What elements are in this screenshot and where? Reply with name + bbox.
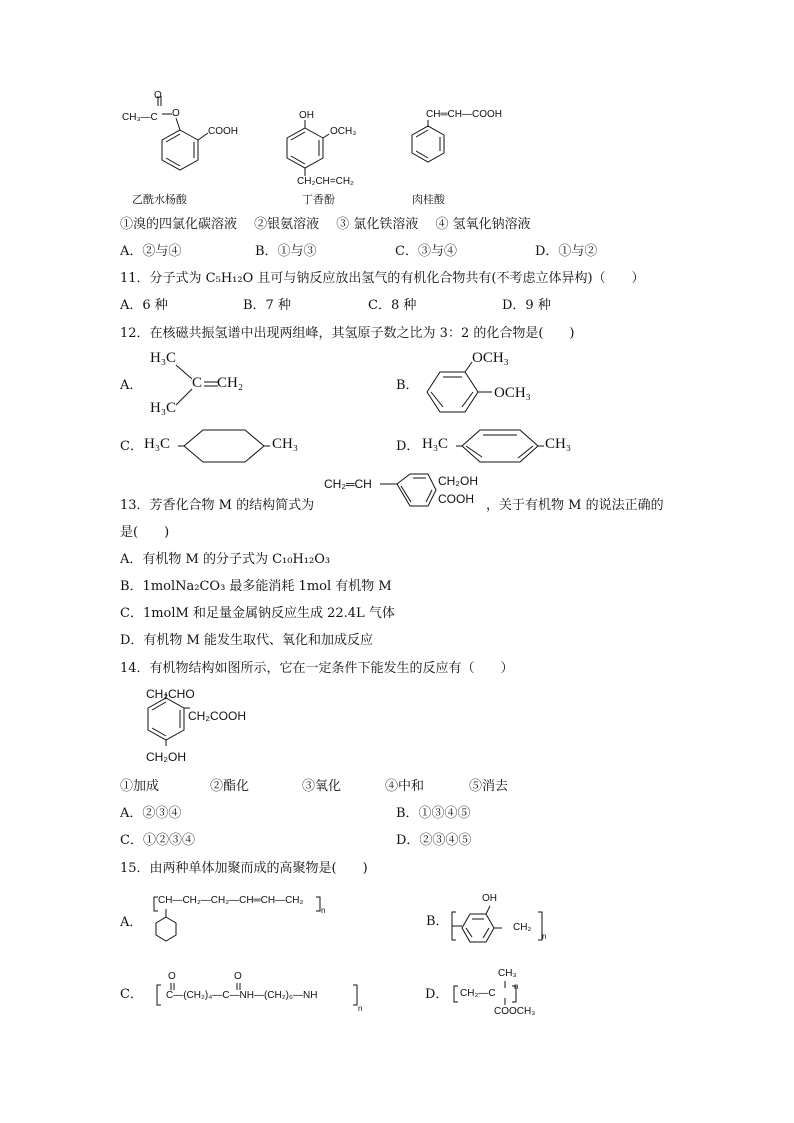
q12-stem: 12．在核磁共振氢谱中出现两组峰，其氢原子数之比为 3：2 的化合物是( ) xyxy=(120,326,575,341)
dimethoxybenzene-ring-svg xyxy=(420,360,500,420)
polymer-b-svg xyxy=(450,900,550,950)
q14-option-a[interactable]: A．②③④ xyxy=(120,806,182,821)
p-xylene-ring-svg xyxy=(456,428,556,464)
n-subscript: n xyxy=(542,932,547,941)
q14-option-b[interactable]: B．①③④⑤ xyxy=(396,806,471,821)
ch3-label: H₃C xyxy=(422,436,449,452)
o-label: O xyxy=(234,971,242,982)
q11-stem: 11．分子式为 C₅H₁₂O 且可与钠反应放出氢气的有机化合物共有(不考虑立体异构)（ ） xyxy=(120,271,645,286)
oh-label: OH xyxy=(482,893,497,904)
option-letter: C． xyxy=(120,987,143,1002)
ch3-label: H₃C xyxy=(150,400,177,416)
q11-option-d[interactable]: D．9 种 xyxy=(502,298,551,313)
reagent-list: ①溴的四氯化碳溶液 ②银氨溶液 ③ 氯化铁溶液 ④ 氢氧化钠溶液 xyxy=(120,217,531,232)
allyl-label: CH₂CH=CH₂ xyxy=(297,176,354,187)
n-subscript: n xyxy=(514,982,519,991)
ch3-label: CH₃ xyxy=(545,436,572,452)
n-subscript: n xyxy=(321,906,326,915)
compound-name: 乙酰水杨酸 xyxy=(132,193,187,206)
ch2-label: CH₂ xyxy=(217,375,244,391)
q13-stem-line2: 是( ) xyxy=(120,525,170,540)
q10-option-a[interactable]: A．②与④ xyxy=(120,244,182,259)
cooh-label: COOH xyxy=(438,492,474,506)
polymer-a-chain-label: CH—CH₂—CH₂—CH═CH—CH₂ xyxy=(158,895,304,906)
ch3-label: H₃C xyxy=(144,436,171,452)
reaction-type: ②酯化 xyxy=(210,779,250,794)
ch2cho-label: CH₂CHO xyxy=(146,687,195,701)
cinnamic-ring-svg xyxy=(410,118,470,168)
ch3-label: CH₃ xyxy=(272,436,299,452)
ch2oh-label: CH₂OH xyxy=(438,474,478,488)
q13-stem: 13．芳香化合物 M 的结构简式为 xyxy=(120,498,315,513)
aspirin-cooh-label: COOH xyxy=(208,126,238,137)
q13-stem-end: ，关于有机物 M 的说法正确的 xyxy=(486,498,664,513)
reaction-type: ④中和 xyxy=(385,779,425,794)
q11-option-b[interactable]: B．7 种 xyxy=(243,298,291,313)
polymer-d-chain-label: CH₂—C xyxy=(460,988,496,999)
q10-option-d[interactable]: D．①与② xyxy=(535,244,598,259)
q14-option-c[interactable]: C．①②③④ xyxy=(120,833,195,848)
ch2-label: CH₂ xyxy=(513,922,532,933)
ch2cooh-label: CH₂COOH xyxy=(188,709,246,723)
compound-name: 丁香酚 xyxy=(302,193,335,206)
reaction-type: ①加成 xyxy=(120,779,160,794)
q13-option-d[interactable]: D．有机物 M 能发生取代、氧化和加成反应 xyxy=(120,633,373,648)
vinyl-label: CH₂═CH xyxy=(324,477,372,491)
option-letter: B． xyxy=(426,914,449,929)
option-letter: B． xyxy=(396,378,419,393)
option-letter: D． xyxy=(396,439,420,454)
cooch3-label: COOCH₃ xyxy=(494,1006,536,1017)
oh-label: OH xyxy=(299,110,314,121)
q13-option-b[interactable]: B．1molNa₂CO₃ 最多能消耗 1mol 有机物 M xyxy=(120,579,392,594)
compound-name: 肉桂酸 xyxy=(412,193,445,206)
och3-label: OCH₃ xyxy=(494,385,531,401)
option-letter: A． xyxy=(120,378,143,393)
q13-option-a[interactable]: A．有机物 M 的分子式为 C₁₀H₁₂O₃ xyxy=(120,552,331,567)
option-letter: D． xyxy=(425,987,449,1002)
ch2oh-label: CH₂OH xyxy=(146,750,186,764)
q14-ring-svg xyxy=(128,698,198,758)
acetyl-label: CH₃—C xyxy=(122,112,158,123)
q11-option-c[interactable]: C．8 种 xyxy=(368,298,417,313)
isobutene-bonds-svg xyxy=(170,360,220,410)
reaction-type: ⑤消去 xyxy=(469,779,509,794)
cinnamic-chain-label: CH═CH—COOH xyxy=(426,109,502,120)
o-label: O xyxy=(168,971,176,982)
och3-label: OCH₃ xyxy=(330,126,357,137)
c-label: C xyxy=(192,375,203,391)
ch3-label: H₃C xyxy=(150,350,177,366)
q14-stem: 14．有机物结构如图所示，它在一定条件下能发生的反应有（ ） xyxy=(120,661,514,676)
option-letter: C． xyxy=(120,439,143,454)
n-subscript: n xyxy=(358,1004,363,1013)
q15-stem: 15．由两种单体加聚而成的高聚物是( ) xyxy=(120,861,368,876)
q13-option-c[interactable]: C．1molM 和足量金属钠反应生成 22.4L 气体 xyxy=(120,606,395,621)
ester-o-label: O xyxy=(172,108,180,119)
carbonyl-o-label: O xyxy=(154,90,162,101)
reaction-type: ③氧化 xyxy=(302,779,342,794)
q10-option-c[interactable]: C．③与④ xyxy=(395,244,457,259)
q14-option-d[interactable]: D．②③④⑤ xyxy=(396,833,472,848)
q10-option-b[interactable]: B．①与③ xyxy=(255,244,317,259)
och3-label: OCH₃ xyxy=(472,350,509,366)
polymer-c-chain-label: C—(CH₂)₄—C—NH—(CH₂)₆—NH xyxy=(166,990,318,1001)
ch3-label: CH₃ xyxy=(498,968,517,979)
q11-option-a[interactable]: A．6 种 xyxy=(120,298,168,313)
option-letter: A． xyxy=(120,915,143,930)
